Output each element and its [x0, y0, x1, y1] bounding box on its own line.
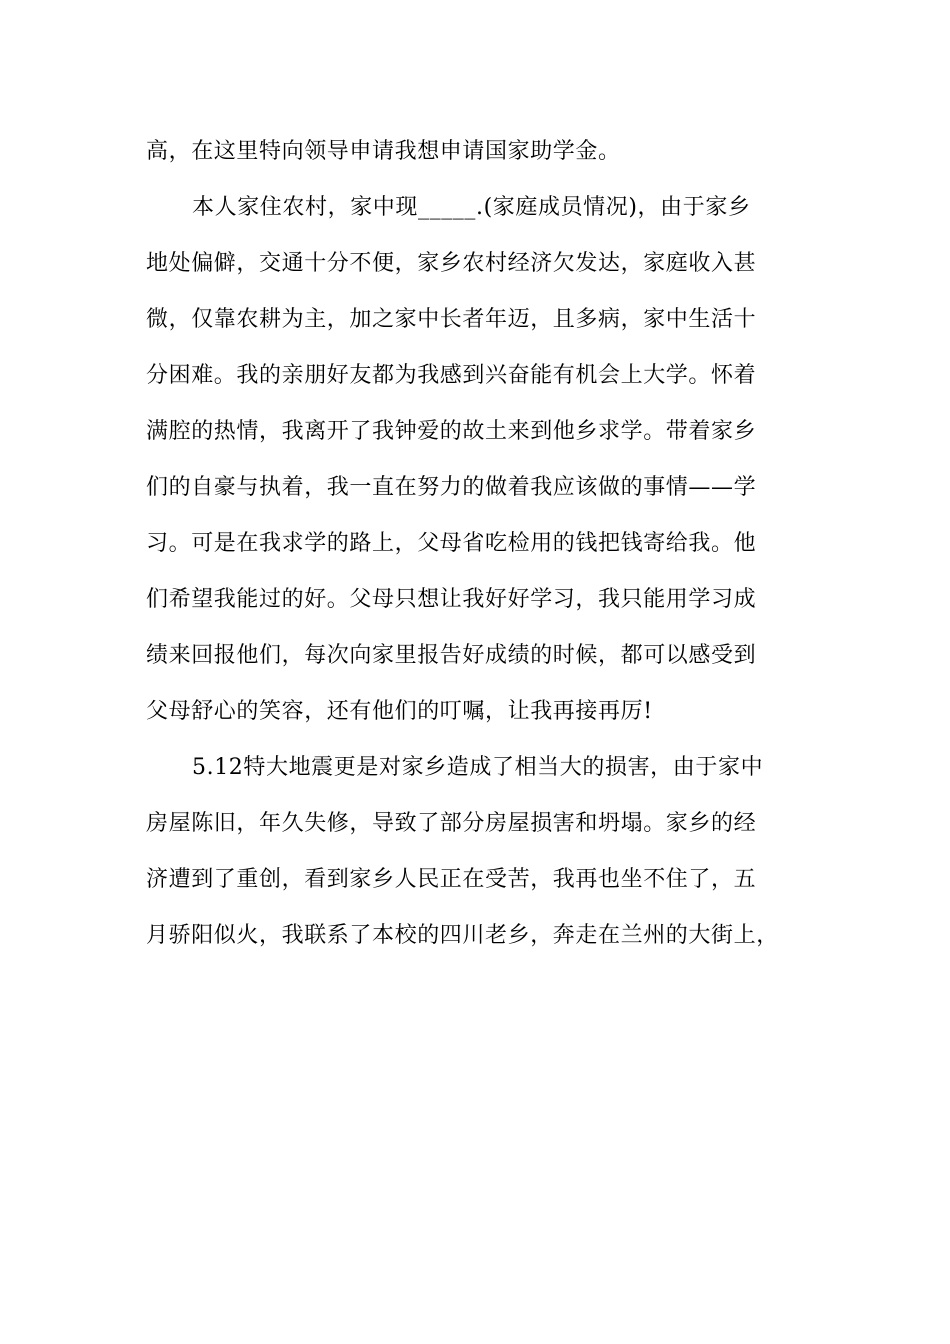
- text-line: 父母舒心的笑容，还有他们的叮嘱，让我再接再厉!: [146, 699, 653, 724]
- text-line: 绩来回报他们，每次向家里报告好成绩的时候，都可以感受到: [146, 643, 757, 668]
- text-line: 习。可是在我求学的路上，父母省吃检用的钱把钱寄给我。他: [146, 531, 757, 556]
- document-body: [146, 128, 826, 968]
- text-line: 满腔的热情，我离开了我钟爱的故土来到他乡求学。带着家乡: [146, 419, 757, 444]
- text-line: 月骄阳似火，我联系了本校的四川老乡，奔走在兰州的大街上，: [146, 923, 779, 948]
- paragraph-start-line: 本人家住农村，家中现_____.(家庭成员情况)，由于家乡: [192, 195, 751, 220]
- text-line: 们希望我能过的好。父母只想让我好好学习，我只能用学习成: [146, 587, 757, 612]
- text-line: 房屋陈旧，年久失修，导致了部分房屋损害和坍塌。家乡的经: [146, 811, 757, 836]
- text-line: 济遭到了重创，看到家乡人民正在受苦，我再也坐不住了，五: [146, 867, 757, 892]
- text-line: 微，仅靠农耕为主，加之家中长者年迈，且多病，家中生活十: [146, 307, 757, 332]
- paragraph-start-line: 5.12特大地震更是对家乡造成了相当大的损害，由于家中: [192, 755, 764, 780]
- text-line: 分困难。我的亲朋好友都为我感到兴奋能有机会上大学。怀着: [146, 363, 757, 388]
- text-line: 们的自豪与执着，我一直在努力的做着我应该做的事情——学: [146, 475, 757, 500]
- text-line: 地处偏僻，交通十分不便，家乡农村经济欠发达，家庭收入甚: [146, 251, 757, 276]
- text-line: 高，在这里特向领导申请我想申请国家助学金。: [146, 139, 621, 164]
